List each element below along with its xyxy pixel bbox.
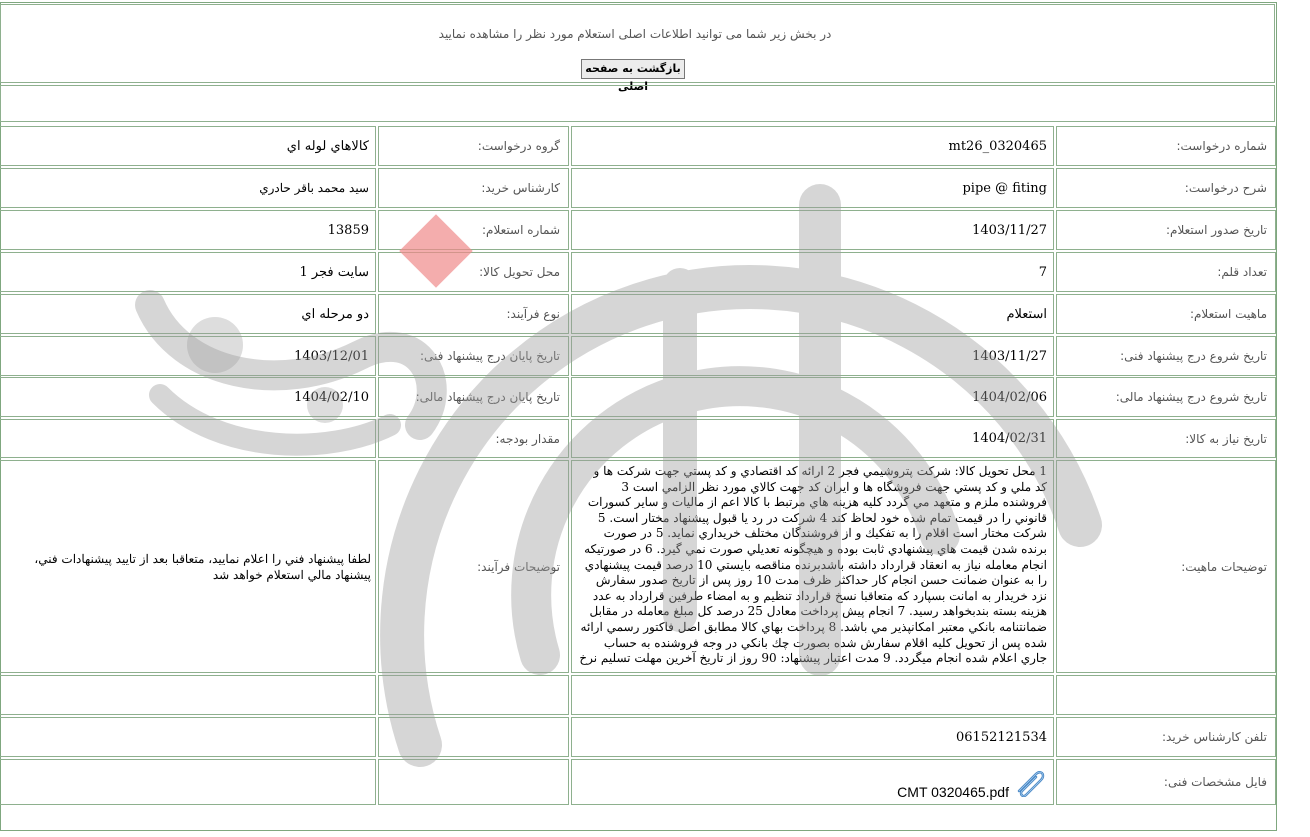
empty-cell-3 [378,675,569,715]
tech-end-date-text: 1403/12/01 [294,348,369,364]
inquiry-nature-value: استعلام [571,294,1054,334]
fin-start-date-label: تاریخ شروع درج پیشنهاد مالی: [1056,377,1276,417]
issue-date-text: 1403/11/27 [972,222,1047,238]
buyer-phone-value [571,717,1054,757]
inquiry-number-value [0,210,376,250]
empty-cell-1 [1056,675,1276,715]
intro-text: در بخش زیر شما می توانید اطلاعات اصلی استعلام مورد نظر را مشاهده نمایید [438,27,832,41]
budget-value [0,419,376,458]
need-date-label: تاریخ نیاز به کالا: [1056,419,1276,458]
process-notes-value [0,460,376,673]
nature-notes-value: 1 محل تحويل كالا: شركت پتروشيمي فجر 2 ارائه كد اقتصادي و كد پستي جهت شركت ها و كد ملي و كد پستي جهت فروشگاه ها و ايران كد جهت كالاي مورد نظر الزامي است 3 فروشنده ملزم و متعهد مي گردد كليه هزينه هاي مرتبط با كالا اعم از ماليات و ساير كسورات قانوني را در قيمت تمام شده خود لحاظ كند 4 شركت در رد يا قبول پيشنهاد مختار است. 5 شركت مختار است اقلام را به تفكيك و از فروشندگان مختلف خريداري نمايد. 5 در صورت برنده شدن قيمت هاي پيشنهادي ثابت بوده و هيچگونه تعديلي صورت نمي گيرد. 6 در صورتيكه انجام معامله نياز به انعقاد قرارداد داشته باشدبرنده مناقصه بايستي 10 درصد قيمت پيشنهادي را به عنوان ضمانت حسن انجام كار حداكثر ظرف مدت 10 روز پس از تاريخ صدور سفارش نزد خريدار به امانت بسپارد كه متعاقبا نسخ قرارداد تنظيم و به امضاء طرفين قرارداد به عدد هزينه بسته بندبخواهد رسيد. 7 انجام پيش پرداخت معادل 25 درصد كل مبلغ معامله در مقابل ضمانتنامه بانكي معتبر امكانپذير مي باشد. 8 پرداخت بهاي كالا مطابق اصل فاكتور رسمي ارائه شده پس از تحويل كليه اقلام سفارش شده بصورت چك بانكي در وجه فروشنده به حساب جاري اعلام شده انجام ميگردد. 9 مدت اعتبار پيشنهاد: 90 روز از تاريخ آخرين مهلت تسليم نرخ [571,460,1054,673]
paperclip-icon [1013,767,1047,800]
item-count-label: تعداد قلم: [1056,252,1276,292]
process-notes-label: توضیحات فرآیند: [378,460,569,673]
fin-start-date-value [571,377,1054,417]
tech-spec-file-name: CMT 0320465.pdf [897,784,1009,800]
process-type-value: دو مرحله اي [0,294,376,334]
process-notes-text: لطفا پيشنهاد فني را اعلام نماييد، متعاقبا بعد از تاييد پيشنهادات فني، پيشنهاد مالي استعلام خواهد شد [34,551,371,582]
issue-date-value [571,210,1054,250]
item-count-value: 7 [571,252,1054,292]
tech-start-date-label: تاریخ شروع درج پیشنهاد فنی: [1056,336,1276,376]
issue-date-label: تاریخ صدور استعلام: [1056,210,1276,250]
buyer-expert-label: کارشناس خرید: [378,168,569,208]
fin-start-date-text: 1404/02/06 [972,389,1047,405]
request-number-label: شماره درخواست: [1056,126,1276,166]
delivery-location-label: محل تحویل کالا: [378,252,569,292]
tech-spec-file-link[interactable] [897,767,1047,800]
buyer-expert-value: سيد محمد باقر حادري [0,168,376,208]
budget-label: مقدار بودجه: [378,419,569,458]
empty-cell-7 [378,759,569,805]
request-description-label: شرح درخواست: [1056,168,1276,208]
inquiry-number-text: 13859 [327,222,369,238]
fin-end-date-text: 1404/02/10 [294,389,369,405]
tech-start-date-text: 1403/11/27 [972,348,1047,364]
buyer-phone-text: 06152121534 [956,729,1047,745]
tech-end-date-value [0,336,376,376]
tech-end-date-label: تاریخ پایان درج پیشنهاد فنی: [378,336,569,376]
delivery-location-value: سايت فجر 1 [0,252,376,292]
empty-cell-5 [378,717,569,757]
inquiry-nature-label: ماهیت استعلام: [1056,294,1276,334]
tech-start-date-value [571,336,1054,376]
tech-spec-file-label: فایل مشخصات فنی: [1056,759,1276,805]
need-date-value [571,419,1054,458]
empty-cell-2 [571,675,1054,715]
request-description-value [571,168,1054,208]
fin-end-date-label: تاریخ پایان درج پیشنهاد مالی: [378,377,569,417]
inquiry-number-label: شماره استعلام: [378,210,569,250]
process-type-label: نوع فرآیند: [378,294,569,334]
empty-cell-8 [0,759,376,805]
nature-notes-label: توضیحات ماهیت: [1056,460,1276,673]
need-date-text: 1404/02/31 [972,431,1047,446]
empty-cell-4 [0,675,376,715]
request-description-text: pipe @ fiting [962,180,1047,196]
request-group-label: گروه درخواست: [378,126,569,166]
empty-cell-6 [0,717,376,757]
back-to-home-button[interactable]: بازگشت به صفحه اصلی [581,59,685,79]
buyer-phone-label: تلفن کارشناس خرید: [1056,717,1276,757]
spacer-panel [0,85,1275,122]
fin-end-date-value [0,377,376,417]
request-number-value [571,126,1054,166]
request-group-value: كالاهاي لوله اي [0,126,376,166]
request-number-text: mt26_0320465 [948,138,1047,154]
tech-spec-file-cell [571,759,1054,805]
